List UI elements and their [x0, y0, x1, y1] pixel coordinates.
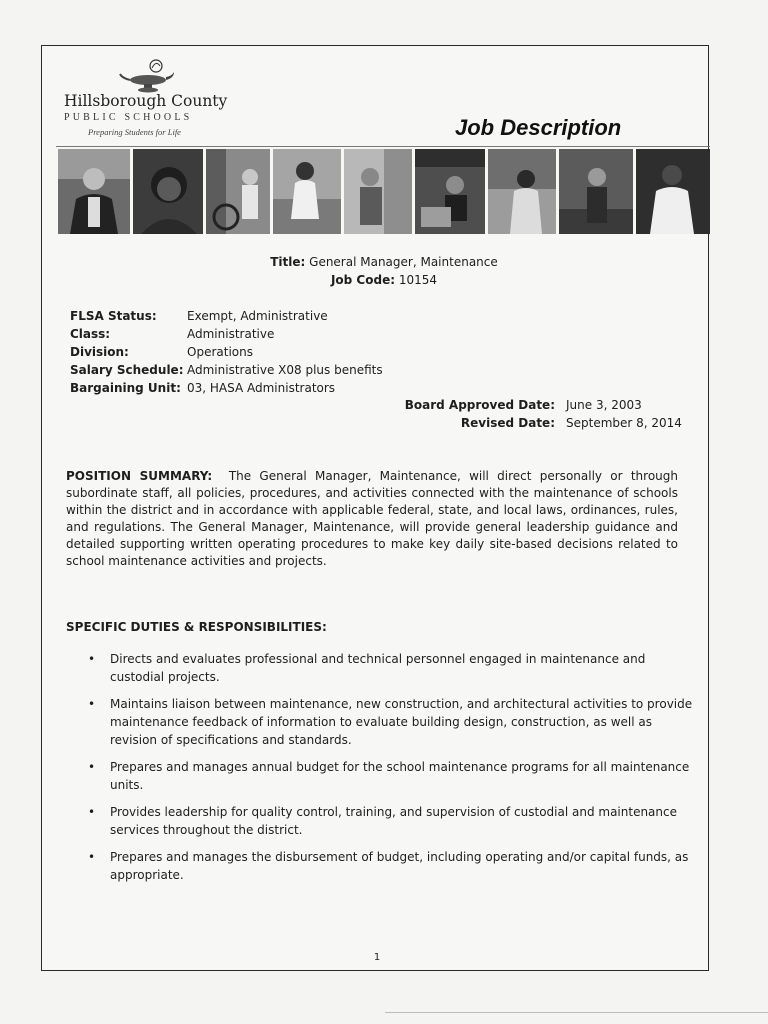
photo-staff-3 [206, 149, 270, 234]
list-item [88, 803, 693, 839]
bullet-icon: • [88, 760, 96, 774]
duties-heading: SPECIFIC DUTIES & RESPONSIBILITIES: [66, 620, 327, 634]
field-value: Exempt, Administrative [187, 309, 328, 323]
photo-staff-8 [559, 149, 633, 234]
page-number: 1 [373, 952, 381, 963]
field-label: Class: [70, 327, 111, 341]
field-label: Salary Schedule: [70, 363, 184, 377]
photo-staff-5 [344, 149, 412, 234]
org-name: Hillsborough County [64, 92, 228, 110]
job-code-label: Job Code: [330, 273, 396, 287]
title-value: General Manager, Maintenance [309, 255, 498, 269]
job-code-value: 10154 [398, 273, 438, 287]
lamp-of-learning-icon [116, 58, 178, 96]
field-value: Operations [187, 345, 253, 359]
field-label: Division: [70, 345, 129, 359]
summary-heading: POSITION SUMMARY: [66, 469, 213, 483]
photo-staff-9 [636, 149, 710, 234]
org-tagline: Preparing Students for Life [88, 127, 181, 137]
duty-text: Directs and evaluates professional and technical personnel engaged in maintenance and custodial projects. [110, 652, 646, 684]
photo-staff-4 [273, 149, 341, 234]
field-value: 03, HASA Administrators [187, 381, 336, 395]
job-code-line [0, 273, 768, 287]
list-item [88, 695, 693, 749]
revised-date: September 8, 2014 [566, 416, 682, 430]
org-subtitle: PUBLIC SCHOOLS [64, 112, 193, 123]
list-item [88, 758, 693, 794]
bullet-icon: • [88, 805, 96, 819]
photo-staff-2 [133, 149, 203, 234]
field-value: Administrative X08 plus benefits [187, 363, 383, 377]
job-title-line [0, 255, 768, 269]
duties-list [88, 650, 693, 893]
field-value: Administrative [187, 327, 275, 341]
duty-text: Maintains liaison between maintenance, new construction, and architectural activities to provide maintenance feedback of information to evaluate building design, construction, as well as revision of specifications and standards. [110, 697, 693, 747]
bullet-icon: • [88, 850, 96, 864]
duty-text: Provides leadership for quality control, training, and supervision of custodial and maintenance services throughout the district. [110, 805, 677, 837]
summary-text: The General Manager, Maintenance, will direct personally or through subordinate staff, all policies, procedures, and activities connected with the maintenance of schools within the district and in accordance with applicable federal, state, and local laws, ordinances, rules, and regulations. The General Manager, Maintenance, will provide general leadership guidance and detailed supporting written operating procedures to make key daily site-based decisions related to school maintenance activities and projects. [66, 469, 678, 568]
list-item [88, 848, 693, 884]
bullet-icon: • [88, 652, 96, 666]
board-approved-date: June 3, 2003 [566, 398, 642, 412]
header-divider [56, 146, 710, 147]
title-label: Title: [270, 255, 306, 269]
duty-text: Prepares and manages the disbursement of budget, including operating and/or capital funds, as appropriate. [110, 850, 689, 882]
scan-edge-line [385, 1012, 768, 1013]
duty-text: Prepares and manages annual budget for the school maintenance programs for all maintenance units. [110, 760, 690, 792]
field-label: FLSA Status: [70, 309, 157, 323]
list-item [88, 650, 693, 686]
photo-staff-6 [415, 149, 485, 234]
date-label: Board Approved Date: [404, 398, 555, 412]
photo-staff-1 [58, 149, 130, 234]
date-label: Revised Date: [460, 416, 555, 430]
field-label: Bargaining Unit: [70, 381, 181, 395]
document-title: Job Description [455, 115, 622, 140]
photo-strip [58, 149, 710, 234]
position-summary [66, 468, 678, 570]
bullet-icon: • [88, 697, 96, 711]
photo-staff-7 [488, 149, 556, 234]
